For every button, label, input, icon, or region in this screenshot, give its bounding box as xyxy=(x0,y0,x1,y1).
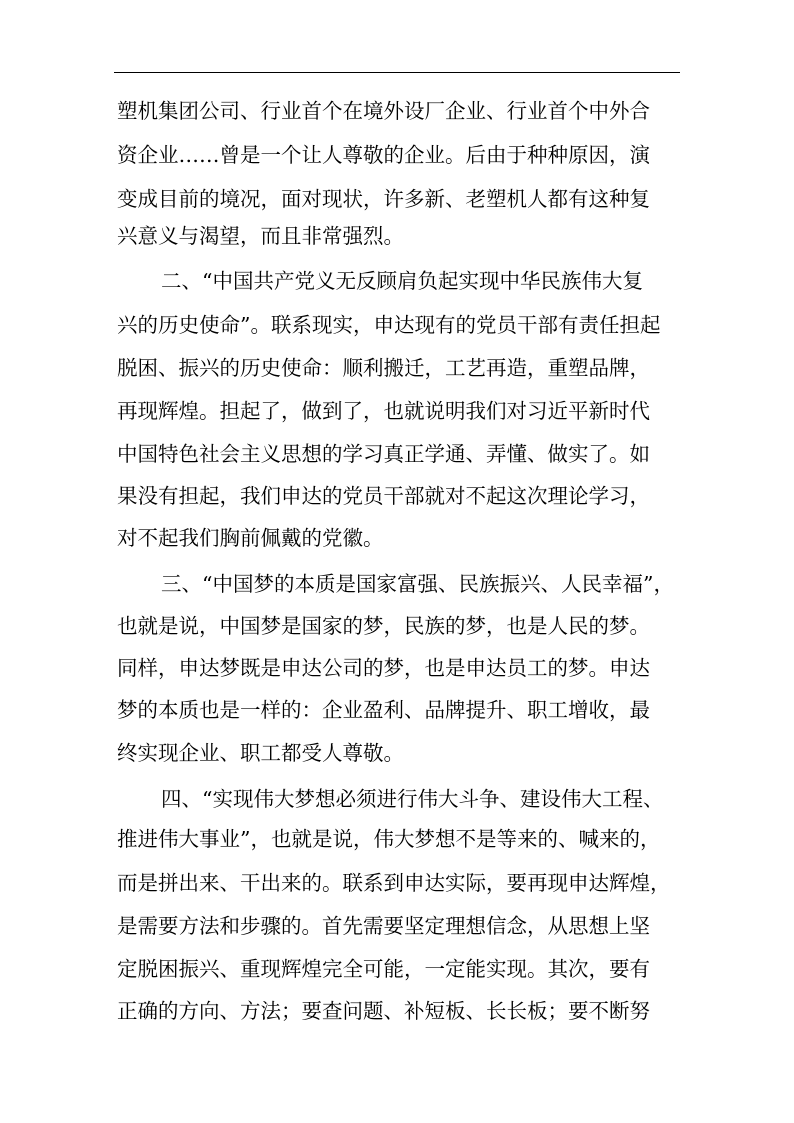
text-line: 也就是说，中国梦是国家的梦，民族的梦，也是人民的梦。 xyxy=(117,614,650,638)
text-line: 梦的本质也是一样的：企业盈利、品牌提升、职工增收，最 xyxy=(117,698,650,722)
text-line: 正确的方向、方法；要查问题、补短板、长长板；要不断努 xyxy=(117,999,650,1023)
paragraph-start-line: 二、“中国共产党义无反顾肩负起实现中华民族伟大复 xyxy=(161,269,643,293)
text-line: 再现辉煌。担起了，做到了，也就说明我们对习近平新时代 xyxy=(117,399,650,423)
paragraph-start-line: 三、“中国梦的本质是国家富强、民族振兴、人民幸福”， xyxy=(161,572,674,596)
text-line: 资企业……曾是一个让人尊敬的企业。后由于种种原因，演 xyxy=(117,143,650,167)
text-line: 是需要方法和步骤的。首先需要坚定理想信念，从思想上坚 xyxy=(117,914,650,938)
text-line: 对不起我们胸前佩戴的党徽。 xyxy=(117,526,384,550)
text-line: 变成目前的境况，面对现状，许多新、老塑机人都有这种复 xyxy=(117,187,650,211)
text-line: 兴意义与渴望，而且非常强烈。 xyxy=(117,224,404,248)
text-line: 而是拼出来、干出来的。联系到申达实际，要再现申达辉煌， xyxy=(117,871,671,895)
text-line: 兴的历史使命”。联系现实，申达现有的党员干部有责任担起 xyxy=(117,313,661,337)
paragraph-start-line: 四、“实现伟大梦想必须进行伟大斗争、建设伟大工程、 xyxy=(161,787,664,811)
text-line: 塑机集团公司、行业首个在境外设厂企业、行业首个中外合 xyxy=(117,99,650,123)
text-line: 脱困、振兴的历史使命：顺利搬迁，工艺再造，重塑品牌， xyxy=(117,356,650,380)
header-rule xyxy=(114,72,680,73)
text-line: 果没有担起，我们申达的党员干部就对不起这次理论学习， xyxy=(117,484,650,508)
text-line: 中国特色社会主义思想的学习真正学通、弄懂、做实了。如 xyxy=(117,442,650,466)
text-line: 定脱困振兴、重现辉煌完全可能，一定能实现。其次，要有 xyxy=(117,957,650,981)
text-line: 同样，申达梦既是申达公司的梦，也是申达员工的梦。申达 xyxy=(117,656,650,680)
text-line: 终实现企业、职工都受人尊敬。 xyxy=(117,741,404,765)
text-line: 推进伟大事业”，也就是说，伟大梦想不是等来的、喊来的， xyxy=(117,827,661,851)
